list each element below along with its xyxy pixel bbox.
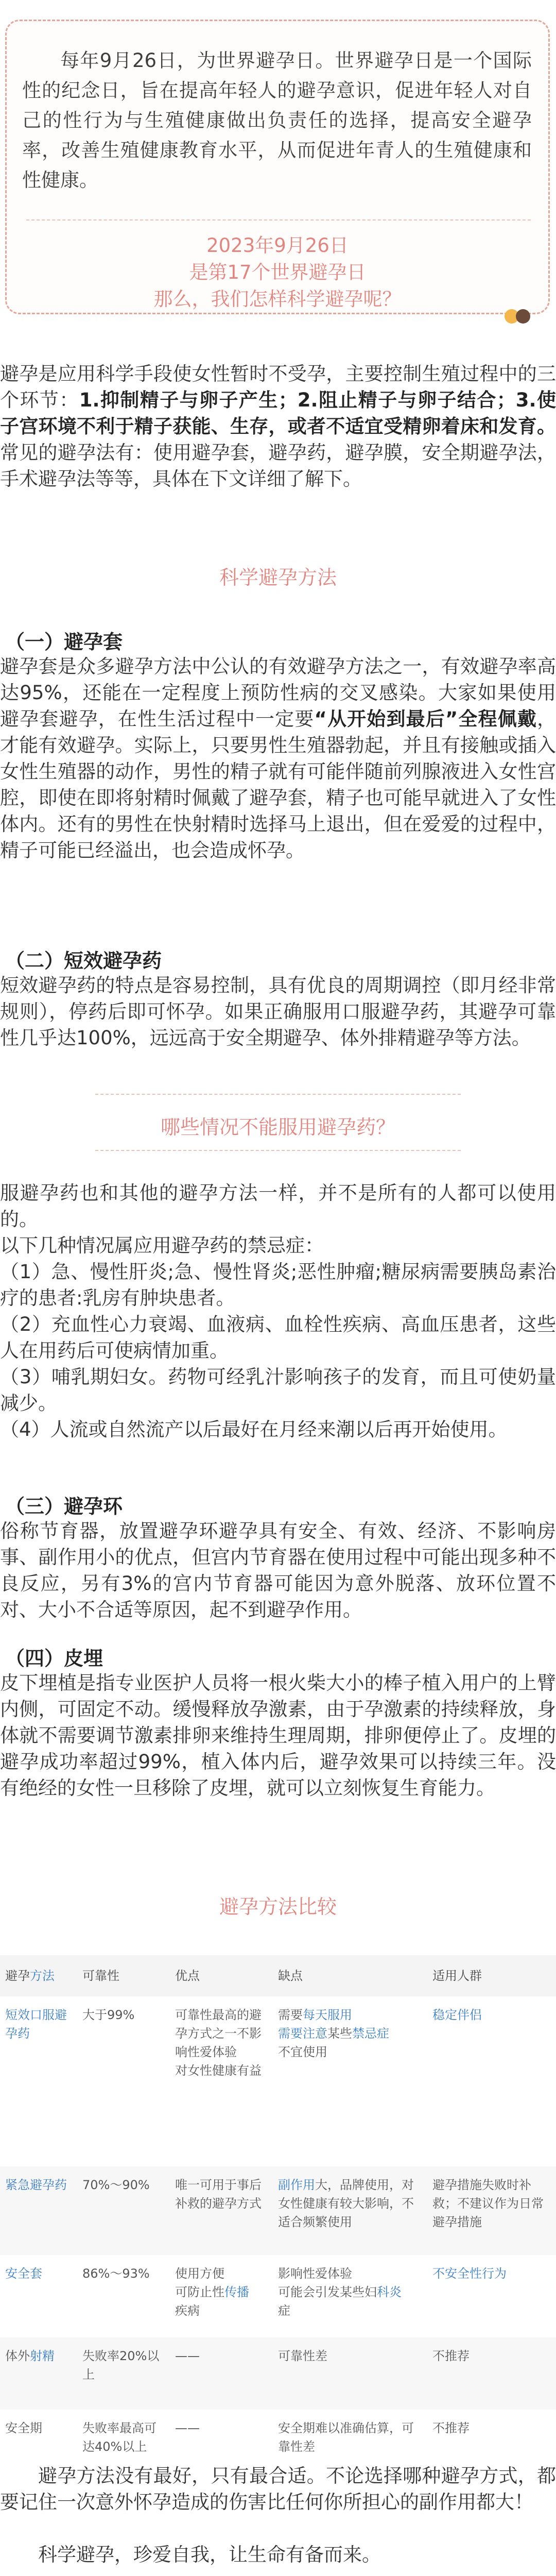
row3-pros: 使用方便 可防止性传播 疾病 [175, 2266, 249, 2318]
row1-cons: 需要每天服用 需要注意某些禁忌症 不宜使用 [278, 2008, 389, 2059]
dash-bottom [95, 1150, 461, 1151]
contra-p4: （2）充血性心力衰竭、血液病、血栓性疾病、高血压患者，这些人在用药后可使病情加重。 [0, 1313, 556, 1362]
row1-reliability: 大于99% [82, 2008, 135, 2022]
contra-heading: 哪些情况不能服用避孕药？ [160, 1116, 395, 1139]
comparison-table [0, 1955, 556, 2487]
condom-text-2: ，才能有效避孕。实际上，只要男性生殖器勃起，并且有接触或插入女性生殖器的动作，男性的精子就有可能伴随前列腺液进入女性宫腔，即使在即将射精时佩戴了避孕套，精子也可能早就进入了女性体内。还有的男性在快射精时选择马上退出，但在爱爱的过程中，精子可能已经溢出，也会造成怀孕。 [0, 708, 556, 861]
condom-bold: “从开始到最后”全程佩戴 [314, 708, 537, 730]
table-row [0, 2337, 556, 2410]
decor-dots-icon [505, 309, 537, 324]
intro-date: 2023年9月26日 [206, 234, 349, 257]
implant-paragraph: 皮下埋植是指专业医护人员将一根火柴大小的棒子植入用户的上臂内侧，可固定不动。缓慢释放孕激素，由于孕激素的持续释放，身体就不需要调节激素排卵来维持生理周期，排卵便停止了。皮埋的避孕成功率超过99%，植入体内后，避孕效果可以持续三年。没有绝经的女性一旦移除了皮埋，就可以立刻恢复生育能力。 [0, 1672, 556, 1799]
row2-people: 避孕措施失败时补救；不建议作为日常避孕措施 [427, 2166, 556, 2255]
row5-reliability: 失败率最高可达40%以上 [82, 2421, 157, 2454]
overview-paragraph [0, 361, 556, 492]
row1-people: 稳定伴侣 [432, 2008, 482, 2022]
implant-title: （四）皮埋 [5, 1647, 103, 1670]
row5-method: 安全期 [5, 2421, 42, 2435]
row4-reliability: 失败率20%以上 [77, 2337, 170, 2410]
contra-p6: （4）人流或自然流产以后最好在月经来潮以后再开始使用。 [0, 1418, 508, 1440]
th-pros: 优点 [170, 1955, 273, 1996]
intro-divider [26, 219, 531, 221]
pill-title: （二）短效避孕药 [5, 950, 162, 972]
table-header-row [0, 1955, 556, 1996]
contra-p5: （3）哺乳期妇女。药物可经乳汁影响孩子的发育，而且可使奶量减少。 [0, 1366, 556, 1414]
intro-text: 每年9月26日，为世界避孕日。世界避孕日是一个国际性的纪念日，旨在提高年轻人的避孕意识，促进年轻人对自己的性行为与生殖健康做出负责任的选择，提高安全避孕率，改善生殖健康教育水平，从而促进年青人的生殖健康和性健康。 [22, 49, 532, 191]
row4-method: 体外射精 [0, 2337, 77, 2410]
intro-edition: 是第17个世界避孕日 [189, 261, 366, 283]
pill-paragraph: 短效避孕药的特点是容易控制，具有优良的周期调控（即月经非常规则），停药后即可怀孕。如果正确服用口服避孕药，其避孕可靠性几乎达100%，远远高于安全期避孕、体外排精避孕等方法。 [0, 974, 556, 1049]
overview-text-1: 避孕是应用科学手段使女性暂时不受孕，主要控制生殖过程中的三个环节： [0, 363, 556, 411]
condom-text-1: 避孕套是众多避孕方法中公认的有效避孕方法之一，有效避孕率高达95%，还能在一定程度上预防性病的交叉感染。大家如果使用避孕套避孕，在性生活过程中一定要 [0, 655, 556, 730]
intro-box [5, 20, 550, 314]
table-row [0, 1996, 556, 2166]
row5-cons: 安全期难以准确估算，可靠性差 [278, 2421, 414, 2454]
row4-pros: —— [170, 2337, 273, 2410]
row1-pros: 可靠性最高的避孕方式之一不影响性爱体验 对女性健康有益 [175, 2008, 262, 2078]
intro-question: 那么，我们怎样科学避孕呢？ [153, 288, 402, 310]
row1-method: 短效口服避孕药 [5, 2008, 67, 2041]
th-people: 适用人群 [427, 1955, 556, 1996]
row3-cons: 影响性爱体验 可能会引发某些妇科炎 症 [278, 2266, 402, 2318]
row5-pros: —— [175, 2421, 200, 2435]
dash-top [95, 1094, 461, 1095]
closing-p1: 避孕方法没有最好，只有最合适。不论选择哪种避孕方式，都要记住一次意外怀孕造成的伤害比任何你所担心的副作用都大！ [0, 2465, 556, 2513]
contra-p2: 以下几种情况属应用避孕药的禁忌症： [0, 1234, 324, 1257]
th-method: 避孕方法 [0, 1955, 77, 1996]
row2-pros: 唯一可用于事后补救的避孕方式 [170, 2166, 273, 2255]
compare-heading: 避孕方法比较 [219, 1895, 337, 1918]
row4-cons: 可靠性差 [273, 2337, 427, 2410]
iud-paragraph: 俗称节育器，放置避孕环避孕具有安全、有效、经济、不影响房事、副作用小的优点，但宫内节育器在使用过程中可能出现多种不良反应，另有3%的宫内节育器可能因为意外脱落、放环位置不对、大小不合适等原因，起不到避孕作用。 [0, 1520, 556, 1621]
row3-method: 安全套 [5, 2266, 42, 2281]
th-cons: 缺点 [273, 1955, 427, 1996]
iud-title: （三）避孕环 [5, 1495, 123, 1518]
row2-reliability: 70%～90% [77, 2166, 170, 2255]
closing-p2: 科学避孕，珍爱自我，让生命有备而来。 [38, 2544, 381, 2566]
condom-paragraph [0, 653, 556, 863]
overview-text-2: 常见的避孕法有：使用避孕套，避孕药，避孕膜，安全期避孕法，手术避孕法等等，具体在下文详细了解下。 [0, 442, 556, 490]
contra-p3: （1）急、慢性肝炎;急、慢性肾炎;恶性肿瘤;糖尿病需要胰岛素治疗的患者:乳房有肿块患者。 [0, 1261, 556, 1309]
row3-people: 不安全性行为 [432, 2266, 507, 2281]
th-reliability: 可靠性 [77, 1955, 170, 1996]
contra-p1: 服避孕药也和其他的避孕方法一样，并不是所有的人都可以使用的。 [0, 1182, 556, 1230]
overview-bold: 1.抑制精子与卵子产生；2.阻止精子与卵子结合；3.使子宫环境不利于精子获能、生存，或者不适宜受精卵着床和发育。 [0, 389, 556, 437]
condom-title: （一）避孕套 [5, 631, 123, 653]
table-row [0, 2166, 556, 2255]
row4-people: 不推荐 [427, 2337, 556, 2410]
row2-cons: 副作用大，品牌使用，对女性健康有较大影响，不适合频繁使用 [273, 2166, 427, 2255]
methods-heading: 科学避孕方法 [219, 566, 337, 589]
row5-people: 不推荐 [432, 2421, 470, 2435]
row3-reliability: 86%～93% [82, 2266, 150, 2281]
row2-method: 紧急避孕药 [0, 2166, 77, 2255]
table-row [0, 2255, 556, 2337]
